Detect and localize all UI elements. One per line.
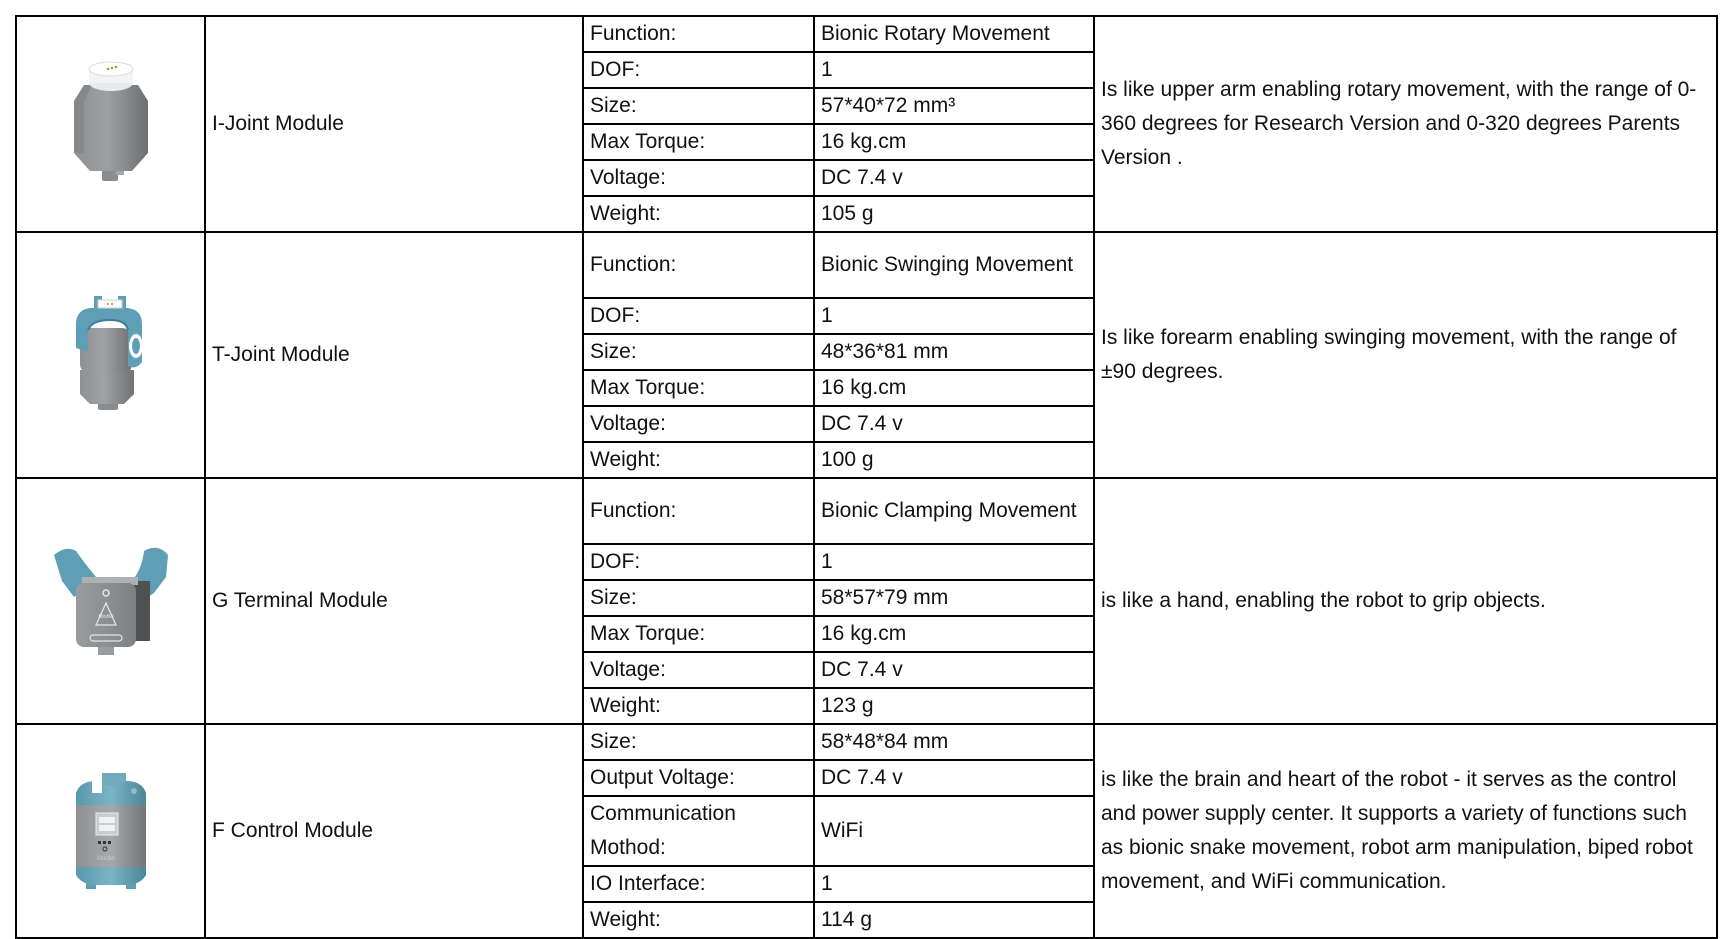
g-terminal-module-image — [46, 541, 176, 661]
spec-label: Weight: — [583, 902, 814, 938]
spec-value: 16 kg.cm — [814, 370, 1094, 406]
table-row — [16, 478, 1717, 544]
module-description: is like a hand, enabling the robot to grip objects. — [1094, 478, 1717, 724]
module-name: F Control Module — [205, 724, 583, 938]
spec-label: Weight: — [583, 442, 814, 478]
spec-value: 1 — [814, 544, 1094, 580]
spec-value: Bionic Rotary Movement — [814, 16, 1094, 52]
spec-label: Voltage: — [583, 406, 814, 442]
module-image-cell — [16, 16, 205, 232]
spec-value: 58*57*79 mm — [814, 580, 1094, 616]
spec-label: Max Torque: — [583, 370, 814, 406]
spec-value: 105 g — [814, 196, 1094, 232]
spec-label: Weight: — [583, 688, 814, 724]
spec-label: DOF: — [583, 52, 814, 88]
spec-label: IO Interface: — [583, 866, 814, 902]
spec-value: 58*48*84 mm — [814, 724, 1094, 760]
table-row — [16, 16, 1717, 52]
spec-label: Size: — [583, 580, 814, 616]
spec-label: Function: — [583, 16, 814, 52]
module-name: I-Joint Module — [205, 16, 583, 232]
spec-value: WiFi — [814, 796, 1094, 866]
i-joint-module-image — [66, 59, 156, 189]
table-row — [16, 232, 1717, 298]
spec-value: 16 kg.cm — [814, 616, 1094, 652]
module-image-cell — [16, 232, 205, 478]
spec-label: Max Torque: — [583, 124, 814, 160]
spec-value: DC 7.4 v — [814, 160, 1094, 196]
module-description: is like the brain and heart of the robot - it serves as the control and power supply center. It supports a variety of functions such as bionic snake movement, robot arm manipulation, biped robot movement, and WiFi communication. — [1094, 724, 1717, 938]
spec-value: DC 7.4 v — [814, 406, 1094, 442]
module-description: Is like forearm enabling swinging movement, with the range of ±90 degrees. — [1094, 232, 1717, 478]
module-image-cell — [16, 478, 205, 724]
spec-value: 48*36*81 mm — [814, 334, 1094, 370]
spec-value: 100 g — [814, 442, 1094, 478]
module-name: T-Joint Module — [205, 232, 583, 478]
spec-label: Size: — [583, 88, 814, 124]
spec-value: Bionic Swinging Movement — [814, 232, 1094, 298]
spec-label: Voltage: — [583, 160, 814, 196]
spec-label: Size: — [583, 334, 814, 370]
module-image-cell — [16, 724, 205, 938]
spec-label: Voltage: — [583, 652, 814, 688]
spec-label: Size: — [583, 724, 814, 760]
spec-value: Bionic Clamping Movement — [814, 478, 1094, 544]
spec-label: Function: — [583, 232, 814, 298]
table-row — [16, 724, 1717, 760]
svg-text:ModMi: ModMi — [96, 856, 115, 862]
spec-value: DC 7.4 v — [814, 652, 1094, 688]
module-spec-table — [15, 15, 1718, 939]
spec-label: Communication Mothod: — [583, 796, 814, 866]
svg-text:ModMi: ModMi — [97, 614, 114, 620]
spec-label: Function: — [583, 478, 814, 544]
spec-value: 1 — [814, 866, 1094, 902]
f-control-module-image — [66, 769, 156, 893]
spec-value: 57*40*72 mm³ — [814, 88, 1094, 124]
module-name: G Terminal Module — [205, 478, 583, 724]
spec-value: 1 — [814, 52, 1094, 88]
module-description: Is like upper arm enabling rotary movement, with the range of 0-360 degrees for Research Version and 0-320 degrees Parents Version . — [1094, 16, 1717, 232]
spec-value: 123 g — [814, 688, 1094, 724]
spec-label: Output Voltage: — [583, 760, 814, 796]
spec-label: Weight: — [583, 196, 814, 232]
spec-label: Max Torque: — [583, 616, 814, 652]
spec-value: 16 kg.cm — [814, 124, 1094, 160]
t-joint-module-image — [66, 290, 156, 420]
spec-label: DOF: — [583, 544, 814, 580]
spec-label: DOF: — [583, 298, 814, 334]
spec-value: 114 g — [814, 902, 1094, 938]
spec-value: 1 — [814, 298, 1094, 334]
spec-value: DC 7.4 v — [814, 760, 1094, 796]
